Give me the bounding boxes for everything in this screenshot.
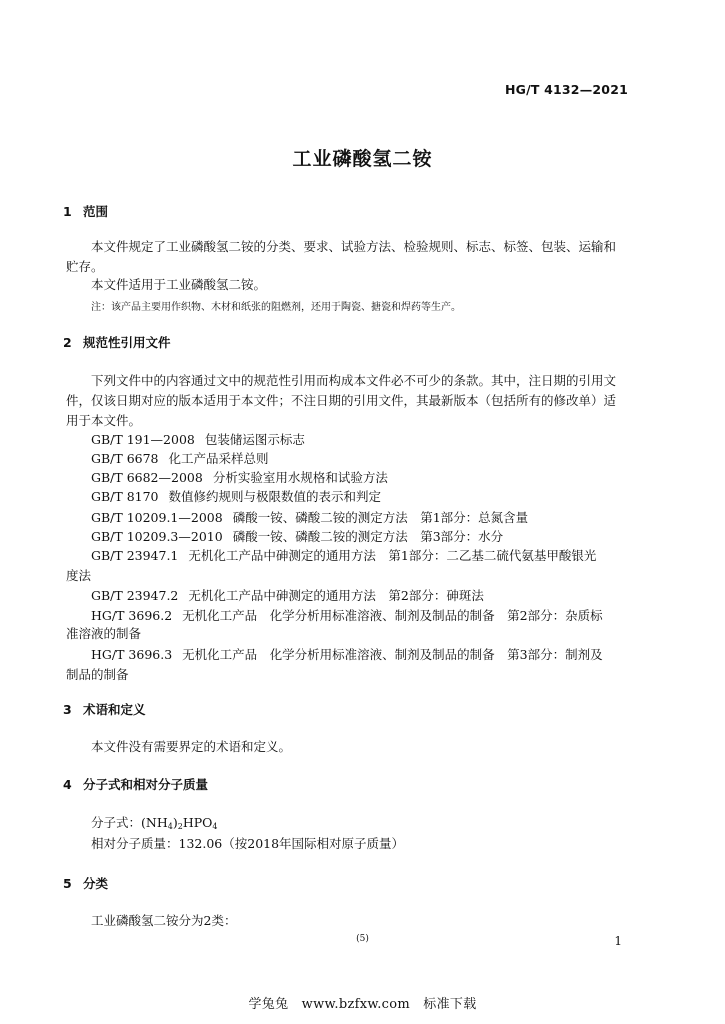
molecular-mass: 相对分子质量：132.06（按2018年国际相对原子质量） xyxy=(91,836,405,851)
reference-item: HG/T 3696.2 无机化工产品 化学分析用标准溶液、制剂及制品的制备 第2部分：杂质标 xyxy=(91,608,603,623)
section-1-heading xyxy=(63,202,108,220)
reference-item: GB/T 8170 数值修约规则与极限数值的表示和判定 xyxy=(91,489,382,504)
section-title: 范围 xyxy=(83,204,109,219)
section-number: 1 xyxy=(63,204,72,219)
scope-note: 注：该产品主要用作织物、木材和纸张的阻燃剂，还用于陶瓷、搪瓷和焊药等生产。 xyxy=(91,302,461,313)
reference-item: GB/T 6678 化工产品采样总则 xyxy=(91,451,269,466)
scope-paragraph: 本文件规定了工业磷酸氢二铵的分类、要求、试验方法、检验规则、标志、标签、包装、运输和 贮存。 xyxy=(66,239,617,274)
section-5-heading: 5 分类 xyxy=(63,876,109,891)
reference-item-continued: 准溶液的制备 xyxy=(66,626,142,641)
reference-item: GB/T 6682—2008 分析实验室用水规格和试验方法 xyxy=(91,470,388,485)
reference-item: GB/T 191—2008 包装储运图示标志 xyxy=(91,432,305,447)
classification-paragraph: 工业磷酸氢二铵分为2类： xyxy=(91,913,237,928)
reference-item: GB/T 10209.1—2008 磷酸一铵、磷酸二铵的测定方法 第1部分：总氮含量 xyxy=(91,510,529,525)
reference-item: GB/T 23947.2 无机化工产品中砷测定的通用方法 第2部分：砷斑法 xyxy=(91,588,484,603)
reference-item: GB/T 10209.3—2010 磷酸一铵、磷酸二铵的测定方法 第3部分：水分 xyxy=(91,529,504,544)
reference-item-continued: 度法 xyxy=(66,568,92,583)
page-number: 1 xyxy=(614,934,622,948)
site-watermark-footer: 学兔兔 www.bzfxw.com 标准下载 xyxy=(248,997,477,1012)
standard-code: HG/T 4132—2021 xyxy=(504,82,628,97)
document-title: 工业磷酸氢二铵 xyxy=(292,148,433,170)
molecular-formula: 分子式：$(NH_4)_2HPO_4$ xyxy=(91,815,218,831)
section-4-heading: 4 分子式和相对分子质量 xyxy=(63,777,209,792)
section-2-heading: 2 规范性引用文件 xyxy=(63,335,171,350)
scope-applicability: 本文件适用于工业磷酸氢二铵。 xyxy=(91,277,267,292)
section-3-heading: 3 术语和定义 xyxy=(63,702,146,717)
reference-item: HG/T 3696.3 无机化工产品 化学分析用标准溶液、制剂及制品的制备 第3部分：制剂及 xyxy=(91,647,603,662)
reference-item-continued: 制品的制备 xyxy=(66,667,129,682)
reference-item: GB/T 23947.1 无机化工产品中砷测定的通用方法 第1部分：二乙基二硫代氨基甲酸银光 xyxy=(91,548,597,563)
terms-paragraph: 本文件没有需要界定的术语和定义。 xyxy=(91,739,292,754)
page-center-mark: (5) xyxy=(356,934,369,944)
references-intro: 下列文件中的内容通过文中的规范性引用而构成本文件必不可少的条款。其中，注日期的引用文 件，仅该日期对应的版本适用于本文件；不注日期的引用文件，其最新版本（包括所有的修改单）适 用于本文件。 xyxy=(66,373,617,428)
